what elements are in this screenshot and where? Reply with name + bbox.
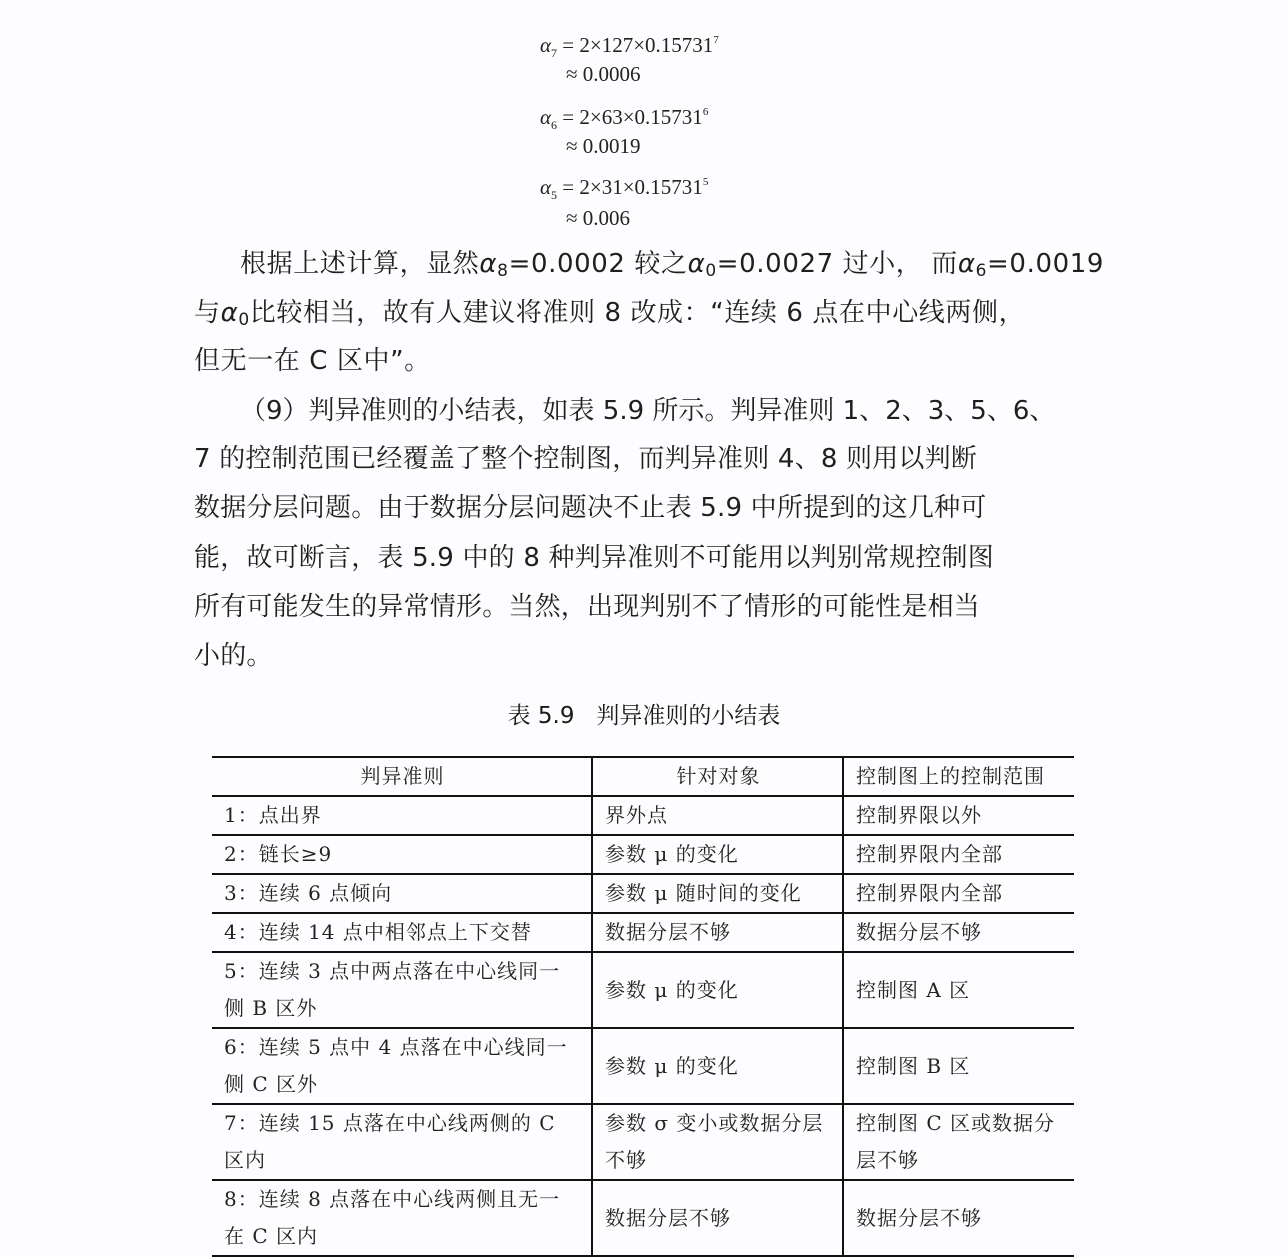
paragraph-2-line-1: （9）判异准则的小结表，如表 5.9 所示。判异准则 1、2、3、5、6、 (240, 396, 1056, 426)
cell-target: 数据分层不够 (592, 1180, 843, 1256)
cell-criterion: 8：连续 8 点落在中心线两侧且无一在 C 区内 (212, 1180, 592, 1256)
cell-range: 控制图 A 区 (843, 952, 1074, 1028)
cell-range: 控制界限内全部 (843, 835, 1074, 874)
cell-range: 控制界限以外 (843, 796, 1074, 835)
cell-criterion: 3：连续 6 点倾向 (212, 874, 592, 913)
cell-criterion: 1：点出界 (212, 796, 592, 835)
header-target: 针对对象 (592, 757, 843, 796)
formula-alpha7: $\alpha_7 = 2\times 127\times 0.15731^7$ (540, 33, 719, 60)
alpha-symbol: α (540, 33, 552, 57)
alpha-symbol: α (540, 105, 552, 129)
cell-target: 参数 μ 随时间的变化 (592, 874, 843, 913)
table-row (212, 874, 1074, 913)
cell-range: 控制图 C 区或数据分层不够 (843, 1104, 1074, 1180)
cell-target: 界外点 (592, 796, 843, 835)
table-row (212, 952, 1074, 1028)
criteria-table (212, 756, 1074, 1257)
paragraph-2-line-6: 小的。 (194, 641, 273, 671)
cell-target: 参数 μ 的变化 (592, 1028, 843, 1104)
formula-alpha6: $\alpha_6 = 2\times 63\times 0.15731^6$ (540, 105, 709, 132)
table-caption: 表 5.9 判异准则的小结表 (507, 703, 781, 729)
cell-criterion: 2：链长≥9 (212, 835, 592, 874)
table-row (212, 835, 1074, 874)
cell-range: 控制图 B 区 (843, 1028, 1074, 1104)
paragraph-2-line-2: 7 的控制范围已经覆盖了整个控制图，而判异准则 4、8 则用以判断 (194, 444, 978, 474)
paragraph-2-line-3: 数据分层问题。由于数据分层问题决不止表 5.9 中所提到的这几种可 (194, 493, 987, 523)
paragraph-1-line-1: 根据上述计算，显然α8=0.0002 较之α0=0.0027 过小， 而α6=0.0019 (240, 249, 1105, 281)
alpha-symbol: α (540, 175, 552, 199)
cell-range: 数据分层不够 (843, 1180, 1074, 1256)
formula-alpha7-result: ≈ 0.0006 (566, 62, 641, 86)
cell-target: 参数 μ 的变化 (592, 952, 843, 1028)
paragraph-2-line-4: 能，故可断言，表 5.9 中的 8 种判异准则不可能用以判别常规控制图 (194, 543, 994, 573)
table-row (212, 913, 1074, 952)
table-row (212, 796, 1074, 835)
cell-criterion: 4：连续 14 点中相邻点上下交替 (212, 913, 592, 952)
formula-alpha5-result: ≈ 0.006 (566, 206, 631, 230)
formula-alpha5: $\alpha_5 = 2\times 31\times 0.15731^5$ (540, 175, 709, 202)
cell-target: 数据分层不够 (592, 913, 843, 952)
table-row (212, 1104, 1074, 1180)
cell-target: 参数 μ 的变化 (592, 835, 843, 874)
header-range: 控制图上的控制范围 (843, 757, 1074, 796)
cell-criterion: 6：连续 5 点中 4 点落在中心线同一侧 C 区外 (212, 1028, 592, 1104)
paragraph-1-line-2: 与α0比较相当，故有人建议将准则 8 改成：“连续 6 点在中心线两侧， (194, 298, 1026, 330)
paragraph-2-line-5: 所有可能发生的异常情形。当然，出现判别不了情形的可能性是相当 (194, 592, 981, 622)
paragraph-1-line-3: 但无一在 C 区中”。 (194, 346, 431, 376)
cell-range: 数据分层不够 (843, 913, 1074, 952)
header-criterion: 判异准则 (212, 757, 592, 796)
cell-criterion: 5：连续 3 点中两点落在中心线同一侧 B 区外 (212, 952, 592, 1028)
table-row (212, 1180, 1074, 1256)
cell-range: 控制界限内全部 (843, 874, 1074, 913)
formula-alpha6-result: ≈ 0.0019 (566, 134, 641, 158)
cell-criterion: 7：连续 15 点落在中心线两侧的 C 区内 (212, 1104, 592, 1180)
table-header-row (212, 757, 1074, 796)
cell-target: 参数 σ 变小或数据分层不够 (592, 1104, 843, 1180)
table-row (212, 1028, 1074, 1104)
